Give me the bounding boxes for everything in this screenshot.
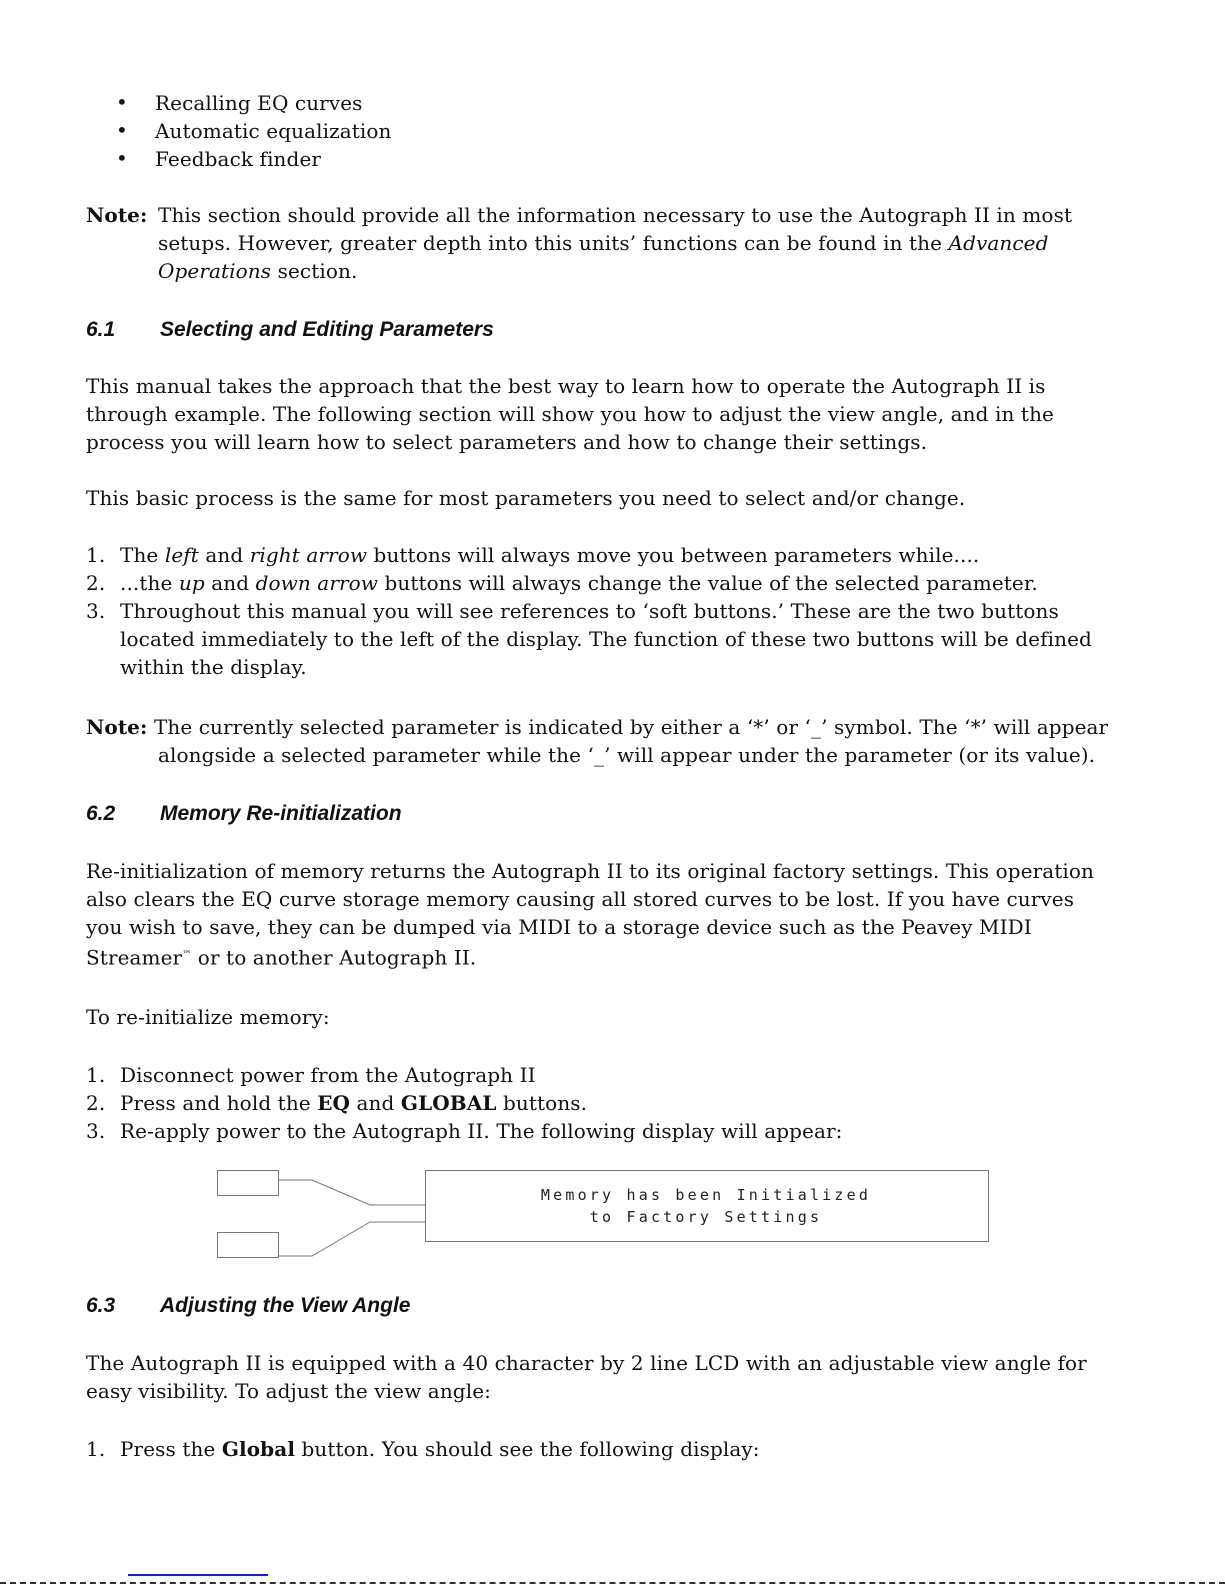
italic-term: right arrow [249, 543, 368, 567]
step-number: 3. [86, 1119, 106, 1143]
step-number: 1. [86, 543, 106, 567]
connector-line-top [278, 1180, 425, 1205]
paragraph-line: easy visibility. To adjust the view angle: [86, 1379, 491, 1403]
step-text: Re-apply power to the Autograph II. The following display will appear: [120, 1119, 843, 1143]
step-text: The [120, 543, 165, 567]
button-name: EQ [317, 1091, 351, 1115]
note-text: section. [277, 259, 358, 283]
note-label: Note: [86, 715, 148, 739]
step-number: 1. [86, 1437, 106, 1461]
italic-term: down arrow [255, 571, 379, 595]
section-title: Memory Re-initialization [160, 802, 402, 825]
lcd-line-2: to Factory Settings [589, 1208, 823, 1226]
button-name: Global [221, 1437, 296, 1461]
paragraph-line: also clears the EQ curve storage memory causing all stored curves to be lost. If you have curves [86, 887, 1075, 911]
note-text-line: alongside a selected parameter while the ‘_’ will appear under the parameter (or its value). [158, 743, 1096, 767]
section-number: 6.3 [86, 1294, 116, 1317]
button-name: GLOBAL [400, 1091, 497, 1115]
lcd-line-1: Memory has been Initialized [540, 1186, 872, 1204]
paragraph-line: This basic process is the same for most parameters you need to select and/or change. [86, 486, 966, 510]
paragraph-line: Re-initialization of memory returns the Autograph II to its original factory settings. This operation [86, 859, 1095, 883]
step-number: 1. [86, 1063, 106, 1087]
paragraph-line: process you will learn how to select parameters and how to change their settings. [86, 430, 928, 454]
list-item: Recalling EQ curves [155, 91, 363, 115]
paragraph-line: you wish to save, they can be dumped via MIDI to a storage device such as the Peavey MIDI [86, 915, 1032, 939]
list-item: Feedback finder [155, 147, 322, 171]
step-text: ...the [120, 571, 179, 595]
paragraph-line: This manual takes the approach that the best way to learn how to operate the Autograph II is [86, 374, 1046, 398]
step-text: Press the [120, 1437, 222, 1461]
step-text: button. You should see the following display: [295, 1437, 760, 1461]
section-number: 6.2 [86, 802, 116, 825]
step-text-line: located immediately to the left of the display. The function of these two buttons will be defined [120, 627, 1092, 651]
step-text: buttons will always move you between parameters while.... [367, 543, 980, 567]
connector-line-bottom [278, 1222, 425, 1256]
step-text: buttons. [496, 1091, 588, 1115]
italic-term: Operations [158, 259, 272, 283]
paragraph-text: or to another Autograph II. [191, 945, 477, 970]
bullet-dot: • [116, 146, 128, 170]
step-text: and [350, 1091, 401, 1115]
brand-name: Streamer [86, 945, 183, 970]
section-title: Selecting and Editing Parameters [160, 318, 494, 341]
step-number: 2. [86, 1091, 106, 1115]
section-title: Adjusting the View Angle [160, 1294, 411, 1317]
paragraph-line: To re-initialize memory: [86, 1005, 330, 1029]
step-text-line: within the display. [120, 655, 307, 679]
list-item: Automatic equalization [155, 119, 392, 143]
step-number: 3. [86, 599, 106, 623]
italic-term: up [178, 571, 205, 595]
paragraph-line: The Autograph II is equipped with a 40 character by 2 line LCD with an adjustable view angle for [86, 1351, 1087, 1375]
step-text: and [204, 571, 256, 595]
step-text: Disconnect power from the Autograph II [120, 1063, 536, 1087]
footer-link-underline [128, 1574, 268, 1576]
note-text-line: This section should provide all the information necessary to use the Autograph II in most [158, 203, 1073, 227]
note-text: The currently selected parameter is indicated by either a ‘*’ or ‘_’ symbol. The ‘*’ will appear [153, 715, 1109, 739]
step-text: and [198, 543, 250, 567]
step-text: Press and hold the [120, 1091, 318, 1115]
step-number: 2. [86, 571, 106, 595]
italic-term: left [164, 543, 199, 567]
trademark-symbol: ™ [182, 950, 192, 960]
note-label: Note: [86, 203, 148, 227]
section-number: 6.1 [86, 318, 116, 341]
step-item [86, 1435, 760, 1463]
bullet-dot: • [116, 90, 128, 114]
bullet-dot: • [116, 118, 128, 142]
page-bottom-border [0, 1582, 1225, 1586]
note-text: setups. However, greater depth into this units’ functions can be found in the [158, 231, 943, 255]
step-text: buttons will always change the value of the selected parameter. [378, 571, 1038, 595]
paragraph-line: through example. The following section will show you how to adjust the view angle, and in the [86, 402, 1054, 426]
italic-term: Advanced [948, 231, 1049, 255]
step-text: Throughout this manual you will see references to ‘soft buttons.’ These are the two buttons [120, 599, 1059, 623]
